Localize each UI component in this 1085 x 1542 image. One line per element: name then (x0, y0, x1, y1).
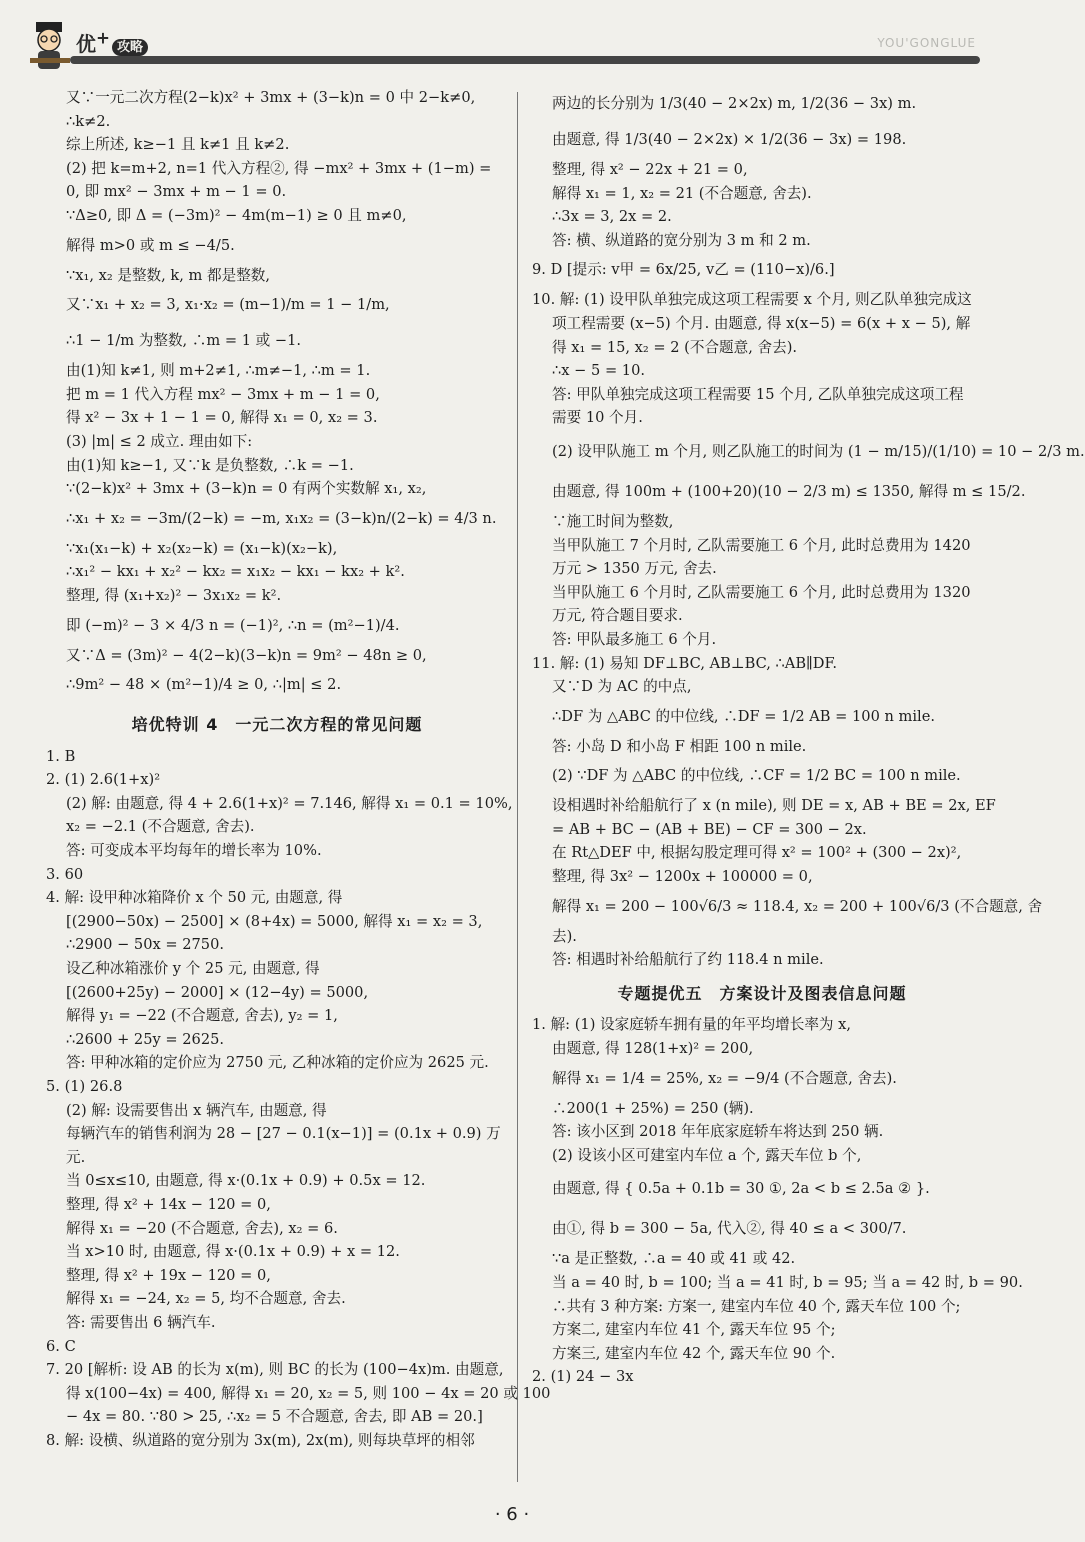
answer-line: 当 a = 40 时, b = 100; 当 a = 41 时, b = 95; 当 a = 42 时, b = 90. (552, 1274, 1023, 1291)
text-line: ∵(2−k)x² + 3mx + (3−k)n = 0 有两个实数解 x₁, x₂, (66, 480, 427, 498)
text-line: 10. 解: (1) 设甲队单独完成这项工程需要 x 个月, 则乙队单独完成这 (532, 291, 972, 309)
text-line: 得 x² − 3x + 1 − 1 = 0, 解得 x₁ = 0, x₂ = 3. (66, 409, 378, 427)
answer-line: (2) 解: 设需要售出 x 辆汽车, 由题意, 得 (66, 1101, 327, 1119)
text-line: 答: 横、纵道路的宽分别为 3 m 和 2 m. (552, 231, 811, 249)
text-line: 两边的长分别为 1/3(40 − 2×2x) m, 1/2(36 − 3x) m. (552, 95, 917, 112)
brand-text: YOU'GONGLUE (877, 36, 976, 50)
text-line: 由(1)知 k≥−1, 又∵k 是负整数, ∴k = −1. (66, 456, 354, 474)
text-line: 解得 x₁ = 200 − 100√6/3 ≈ 118.4, x₂ = 200 + 100√6/3 (不合题意, 舍 (552, 897, 1043, 915)
text-line: 解得 x₁ = 1, x₂ = 21 (不合题意, 舍去). (552, 184, 812, 202)
text-line: 整理, 得 (x₁+x₂)² − 3x₁x₂ = k². (66, 586, 282, 604)
text-line: 11. 解: (1) 易知 DF⊥BC, AB⊥BC, ∴AB∥DF. (532, 654, 837, 672)
answer-line: 3. 60 (46, 865, 84, 883)
text-line: 由题意, 得 100m + (100+20)(10 − 2/3 m) ≤ 1350, 解得 m ≤ 15/2. (552, 482, 1026, 500)
text-line: 答: 相遇时补给船航行了约 118.4 n mile. (552, 951, 824, 969)
answer-line: ∴200(1 + 25%) = 250 (辆). (552, 1099, 754, 1117)
text-line: ∵x₁, x₂ 是整数, k, m 都是整数, (66, 266, 271, 284)
text-line: 解得 m>0 或 m ≤ −4/5. (66, 236, 235, 254)
answer-line: ∴2900 − 50x = 2750. (66, 936, 225, 954)
answer-line: 解得 x₁ = −24, x₂ = 5, 均不合题意, 舍去. (66, 1290, 346, 1308)
answer-line: 由①, 得 b = 300 − 5a, 代入②, 得 40 ≤ a < 300/7. (552, 1220, 907, 1238)
answer-line: 7. 20 [解析: 设 AB 的长为 x(m), 则 BC 的长为 (100−4x)m. 由题意, (46, 1361, 504, 1379)
page-number: · 6 · (494, 1504, 530, 1525)
text-line: 万元 > 1350 万元, 舍去. (552, 560, 717, 578)
answer-line: 解得 x₁ = −20 (不合题意, 舍去), x₂ = 6. (66, 1219, 338, 1237)
text-line: 9. D [提示: v甲 = 6x/25, v乙 = (110−x)/6.] (532, 261, 835, 279)
header-bar (70, 56, 980, 64)
text-line: (2) 把 k=m+2, n=1 代入方程②, 得 −mx² + 3mx + (1−m) = (66, 159, 492, 177)
column-divider (517, 92, 518, 1482)
answer-line: 8. 解: 设横、纵道路的宽分别为 3x(m), 2x(m), 则每块草坪的相邻 (46, 1431, 475, 1449)
answer-line: (2) 解: 由题意, 得 4 + 2.6(1+x)² = 7.146, 解得 x₁ = 0.1 = 10%, (66, 794, 513, 812)
answer-line: − 4x = 80. ∵80 > 25, ∴x₂ = 5 不合题意, 舍去, 即 AB = 20.] (66, 1408, 483, 1426)
text-line: 又∵D 为 AC 的中点, (552, 678, 692, 696)
answer-line: [(2900−50x) − 2500] × (8+4x) = 5000, 解得 x₁ = x₂ = 3, (66, 912, 483, 930)
text-line: 又∵一元二次方程(2−k)x² + 3mx + (3−k)n = 0 中 2−k≠0, (66, 89, 476, 106)
answer-line: 5. (1) 26.8 (46, 1078, 123, 1095)
text-line: 把 m = 1 代入方程 mx² − 3mx + m − 1 = 0, (66, 385, 380, 403)
answer-line: 6. C (46, 1337, 76, 1355)
answer-line: 1. B (46, 747, 76, 765)
text-line: ∵施工时间为整数, (552, 512, 674, 530)
text-line: ∴9m² − 48 × (m²−1)/4 ≥ 0, ∴|m| ≤ 2. (66, 676, 342, 694)
answer-line: ∴共有 3 种方案: 方案一, 建室内车位 40 个, 露天车位 100 个; (552, 1297, 961, 1315)
answer-line: 元. (66, 1148, 86, 1166)
page-header (0, 0, 1024, 80)
left-column (46, 86, 551, 1453)
right-column (532, 86, 1085, 1389)
text-line: 0, 即 mx² − 3mx + m − 1 = 0. (66, 183, 287, 201)
answer-line: 设乙种冰箱涨价 y 个 25 元, 由题意, 得 (66, 960, 320, 978)
answer-line: 方案二, 建室内车位 41 个, 露天车位 95 个; (552, 1321, 836, 1339)
answer-line: 2. (1) 24 − 3x (532, 1368, 634, 1386)
text-line: (3) |m| ≤ 2 成立. 理由如下: (66, 432, 253, 450)
text-line: ∴x₁ + x₂ = −3m/(2−k) = −m, x₁x₂ = (3−k)n/(2−k) = 4/3 n. (66, 509, 497, 527)
text-line: 整理, 得 3x² − 1200x + 100000 = 0, (552, 868, 813, 886)
text-line: 当甲队施工 7 个月时, 乙队需要施工 6 个月, 此时总费用为 1420 (552, 536, 971, 554)
answer-line: 得 x(100−4x) = 400, 解得 x₁ = 20, x₂ = 5, 则 100 − 4x = 20 或 100 (66, 1384, 551, 1402)
answer-line: (2) 设该小区可建室内车位 a 个, 露天车位 b 个, (552, 1146, 862, 1164)
answer-line: 2. (1) 2.6(1+x)² (46, 771, 161, 789)
answer-line: ∴2600 + 25y = 2625. (66, 1030, 225, 1048)
answer-line: 由题意, 得 128(1+x)² = 200, (552, 1040, 754, 1058)
answer-line: x₂ = −2.1 (不合题意, 舍去). (66, 818, 255, 836)
answer-line: 4. 解: 设甲种冰箱降价 x 个 50 元, 由题意, 得 (46, 889, 343, 907)
text-line: 得 x₁ = 15, x₂ = 2 (不合题意, 舍去). (552, 338, 798, 356)
answer-line: 整理, 得 x² + 14x − 120 = 0, (66, 1195, 271, 1213)
answer-line: 由题意, 得 { 0.5a + 0.1b = 30 ①, 2a < b ≤ 2.5a ② }. (552, 1180, 930, 1198)
text-line: 综上所述, k≥−1 且 k≠1 且 k≠2. (66, 136, 290, 154)
answer-line: 当 x>10 时, 由题意, 得 x·(0.1x + 0.9) + x = 12. (66, 1243, 400, 1261)
text-line: ∴k≠2. (66, 112, 111, 130)
text-line: ∴1 − 1/m 为整数, ∴m = 1 或 −1. (66, 332, 302, 350)
text-line: 万元, 符合题目要求. (552, 607, 683, 625)
answer-line: ∵a 是正整数, ∴a = 40 或 41 或 42. (552, 1250, 796, 1268)
answer-line: 解得 y₁ = −22 (不合题意, 舍去), y₂ = 1, (66, 1007, 338, 1025)
text-line: 整理, 得 x² − 22x + 21 = 0, (552, 161, 748, 178)
text-line: 由(1)知 k≠1, 则 m+2≠1, ∴m≠−1, ∴m = 1. (66, 362, 371, 380)
text-line: 在 Rt△DEF 中, 根据勾股定理可得 x² = 100² + (300 − 2x)², (552, 844, 962, 862)
text-line: 项工程需要 (x−5) 个月. 由题意, 得 x(x−5) = 6(x + x − 5), 解 (552, 314, 971, 332)
text-line: 由题意, 得 1/3(40 − 2×2x) × 1/2(36 − 3x) = 198. (552, 131, 907, 148)
text-line: ∵Δ≥0, 即 Δ = (−3m)² − 4m(m−1) ≥ 0 且 m≠0, (66, 206, 407, 224)
answer-line: 答: 甲种冰箱的定价应为 2750 元, 乙种冰箱的定价应为 2625 元. (66, 1054, 489, 1072)
text-line: 当甲队施工 6 个月时, 乙队需要施工 6 个月, 此时总费用为 1320 (552, 583, 971, 601)
text-line: ∵x₁(x₁−k) + x₂(x₂−k) = (x₁−k)(x₂−k), (66, 539, 338, 557)
text-line: ∴3x = 3, 2x = 2. (552, 208, 672, 226)
text-line: 又∵Δ = (3m)² − 4(2−k)(3−k)n = 9m² − 48n ≥ 0, (66, 646, 427, 664)
mascot-icon (28, 20, 72, 72)
answer-line: 当 0≤x≤10, 由题意, 得 x·(0.1x + 0.9) + 0.5x = 12. (66, 1172, 426, 1190)
answer-line: 答: 可变成本平均每年的增长率为 10%. (66, 842, 322, 860)
text-line: ∴x − 5 = 10. (552, 362, 646, 380)
answer-line: 答: 需要售出 6 辆汽车. (66, 1313, 216, 1331)
text-line: (2) 设甲队施工 m 个月, 则乙队施工的时间为 (1 − m/15)/(1/10) = 10 − 2/3 m. (552, 442, 1085, 460)
answer-line: 整理, 得 x² + 19x − 120 = 0, (66, 1266, 271, 1284)
text-line: 答: 甲队最多施工 6 个月. (552, 630, 717, 648)
section-title: 培优特训 4 一元二次方程的常见问题 (131, 715, 423, 735)
text-line: 去). (552, 927, 577, 945)
answer-line: 答: 该小区到 2018 年年底家庭轿车将达到 250 辆. (552, 1123, 884, 1141)
text-line: = AB + BC − (AB + BE) − CF = 300 − 2x. (552, 820, 867, 838)
text-line: 设相遇时补给船航行了 x (n mile), 则 DE = x, AB + BE = 2x, EF (552, 797, 996, 815)
text-line: 需要 10 个月. (552, 409, 643, 427)
answer-line: 1. 解: (1) 设家庭轿车拥有量的年平均增长率为 x, (532, 1016, 852, 1034)
text-line: ∴x₁² − kx₁ + x₂² − kx₂ = x₁x₂ − kx₁ − kx₂ + k². (66, 563, 405, 581)
text-line: 又∵x₁ + x₂ = 3, x₁·x₂ = (m−1)/m = 1 − 1/m, (66, 296, 390, 314)
section-title: 专题提优五 方案设计及图表信息问题 (617, 983, 907, 1003)
text-line: 即 (−m)² − 3 × 4/3 n = (−1)², ∴n = (m²−1)/4. (66, 616, 400, 634)
answer-line: 解得 x₁ = 1/4 = 25%, x₂ = −9/4 (不合题意, 舍去). (552, 1069, 897, 1087)
answer-line: 每辆汽车的销售利润为 28 − [27 − 0.1(x−1)] = (0.1x + 0.9) 万 (66, 1125, 501, 1143)
text-line: 答: 甲队单独完成这项工程需要 15 个月, 乙队单独完成这项工程 (552, 385, 964, 403)
text-line: 答: 小岛 D 和小岛 F 相距 100 n mile. (552, 737, 807, 755)
logo: 优+攻略 (76, 28, 148, 57)
answer-line: [(2600+25y) − 2000] × (12−4y) = 5000, (66, 983, 369, 1001)
text-line: ∴DF 为 △ABC 的中位线, ∴DF = 1/2 AB = 100 n mile. (552, 707, 936, 725)
text-line: (2) ∵DF 为 △ABC 的中位线, ∴CF = 1/2 BC = 100 n mile. (552, 767, 961, 785)
answer-line: 方案三, 建室内车位 42 个, 露天车位 90 个. (552, 1344, 836, 1362)
